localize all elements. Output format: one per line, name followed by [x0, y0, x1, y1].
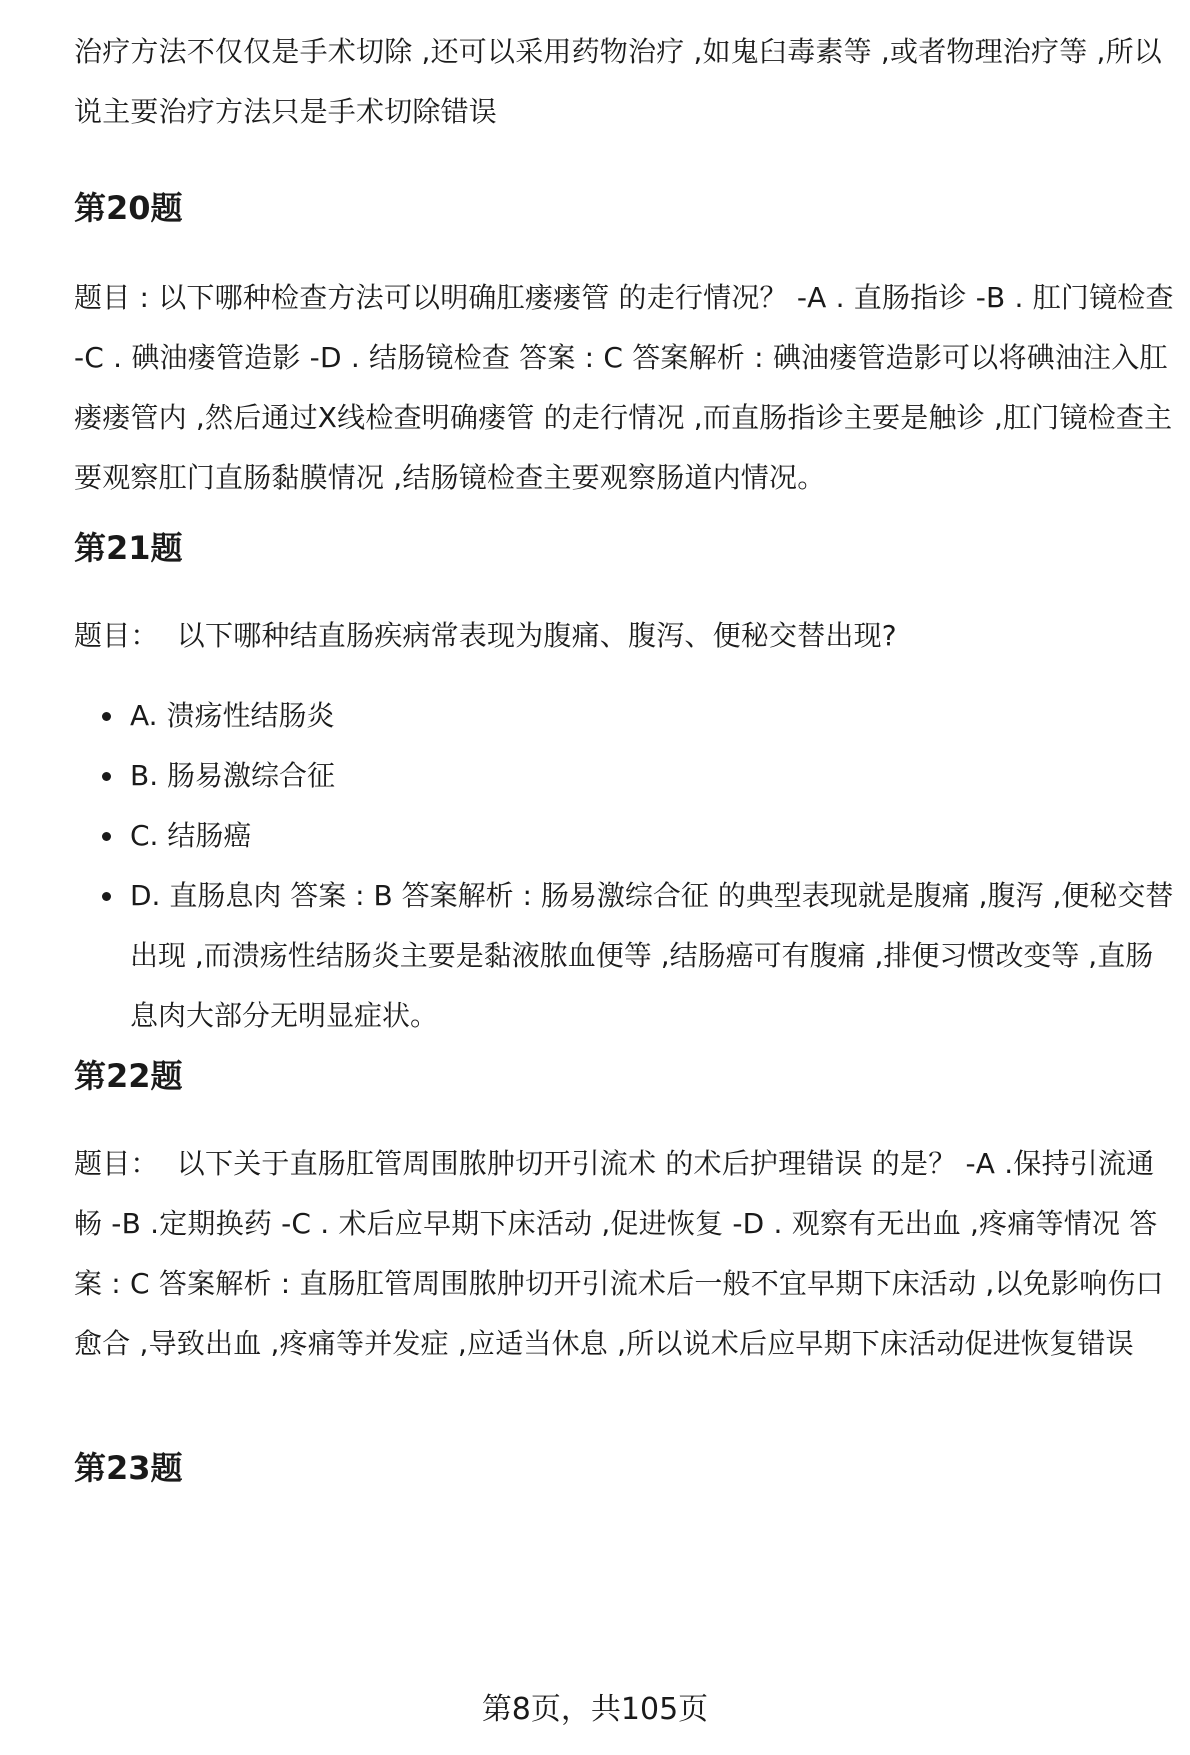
option-label: A. 溃疡性结肠炎 [130, 699, 335, 732]
question-21-heading: 第21题 [74, 529, 183, 567]
bullet-icon [102, 832, 111, 841]
bullet-icon [102, 712, 111, 721]
question-22-heading: 第22题 [74, 1057, 183, 1095]
option-label: C. 结肠癌 [130, 819, 252, 852]
question-21-text: 题目： 以下哪种结直肠疾病常表现为腹痛、腹泻、便秘交替出现? [74, 619, 897, 652]
option-label: B. 肠易激综合征 [130, 759, 336, 792]
bullet-icon [102, 892, 111, 901]
question-22-text: 题目： 以下关于直肠肛管周围脓肿切开引流术 的术后护理错误 的是？ -A .保持引流通畅 -B .定期换药 -C . 术后应早期下床活动 ,促进恢复 -D . 观察有无出血 ,疼痛等情况 答案 : C 答案解析 : 直肠肛管周围脓肿切开引流术后一般不宜早期下床活动 ,以免影响伤口愈合 ,导致出血 ,疼痛等并发症 ,应适当休息 ,所以说术后应早期下床活动促进恢复错误 [74, 1147, 1164, 1360]
question-21-options [74, 686, 1174, 1046]
intro-paragraph: 治疗方法不仅仅是手术切除 ,还可以采用药物治疗 ,如鬼臼毒素等 ,或者物理治疗等 ,所以说主要治疗方法只是手术切除错误 [74, 35, 1163, 128]
list-item [74, 746, 1174, 806]
option-label: D. 直肠息肉 答案 : B 答案解析 : 肠易激综合征 的典型表现就是腹痛 ,腹泻 ,便秘交替出现 ,而溃疡性结肠炎主要是黏液脓血便等 ,结肠癌可有腹痛 ,排便习惯改变等 ,直肠息肉大部分无明显症状。 [130, 879, 1174, 1032]
page-number-footer: 第8页，共105页 [481, 1692, 709, 1727]
bullet-icon [102, 772, 111, 781]
list-item [74, 686, 1174, 746]
list-item [74, 866, 1174, 1046]
question-20-text: 题目 : 以下哪种检查方法可以明确肛瘘瘘管 的走行情况？ -A . 直肠指诊 -B . 肛门镜检查 -C . 碘油瘘管造影 -D . 结肠镜检查 答案 : C 答案解析 : 碘油瘘管造影可以将碘油注入肛瘘瘘管内 ,然后通过X线检查明确瘘管 的走行情况 ,而直肠指诊主要是触诊 ,肛门镜检查主要观察肛门直肠黏膜情况 ,结肠镜检查主要观察肠道内情况。 [74, 281, 1183, 494]
list-item [74, 806, 1174, 866]
question-23-heading: 第23题 [74, 1449, 183, 1487]
question-20-heading: 第20题 [74, 189, 183, 227]
